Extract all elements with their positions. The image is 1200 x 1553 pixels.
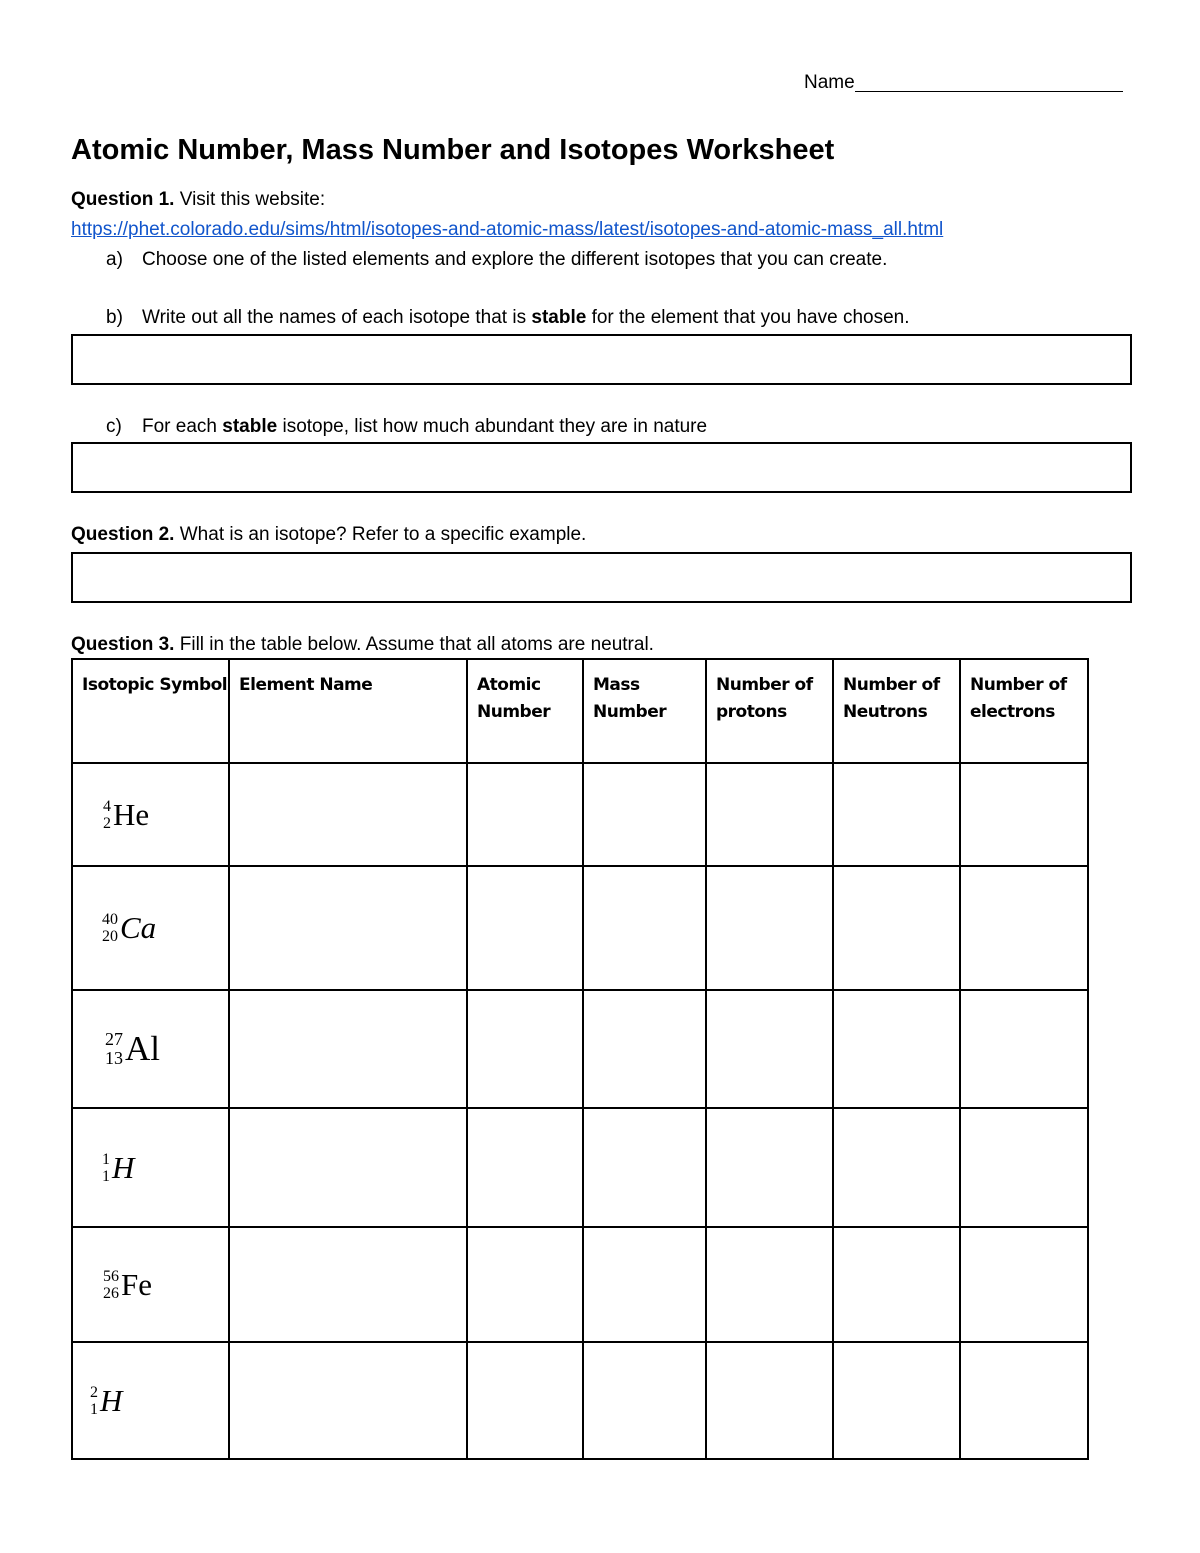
table-header-row (72, 659, 1088, 763)
atomic-number-cell[interactable] (467, 1342, 583, 1459)
atomic-number: 13 (105, 1048, 123, 1068)
table-row (72, 866, 1088, 990)
element-name-cell[interactable] (229, 763, 467, 866)
question-1b-label: b) (106, 307, 123, 328)
protons-cell[interactable] (706, 1227, 833, 1342)
header-element-name: Element Name (229, 659, 467, 763)
atomic-number-cell[interactable] (467, 866, 583, 990)
element-name-cell[interactable] (229, 866, 467, 990)
protons-cell[interactable] (706, 1342, 833, 1459)
mass-number-cell[interactable] (583, 1108, 706, 1227)
question-3-text: Fill in the table below. Assume that all atoms are neutral. (174, 634, 654, 655)
table-row (72, 990, 1088, 1108)
question-1a-text: Choose one of the listed elements and explore the different isotopes that you can create. (142, 249, 888, 270)
name-field[interactable] (804, 72, 1123, 94)
atomic-number: 2 (103, 814, 111, 832)
neutrons-cell[interactable] (833, 1342, 960, 1459)
phet-website-link[interactable]: https://phet.colorado.edu/sims/html/isotopes-and-atomic-mass/latest/isotopes-and-atomic-mass_all.html (71, 219, 944, 240)
isotope-symbol-cell (72, 763, 229, 866)
question-1c (106, 416, 707, 438)
question-1c-text-before: For each (142, 416, 223, 437)
mass-number-cell[interactable] (583, 1342, 706, 1459)
element-symbol: Fe (121, 1266, 152, 1302)
question-3-label: Question 3. (71, 634, 175, 655)
protons-cell[interactable] (706, 990, 833, 1108)
header-number-of-neutrons: Number of Neutrons (833, 659, 960, 763)
mass-number-cell[interactable] (583, 763, 706, 866)
mass-number: 40 (102, 911, 118, 928)
worksheet-title: Atomic Number, Mass Number and Isotopes Worksheet (71, 134, 835, 166)
header-isotopic-symbol: Isotopic Symbol (72, 659, 229, 763)
header-mass-number: Mass Number (583, 659, 706, 763)
mass-number: 2 (90, 1383, 98, 1401)
mass-number: 1 (102, 1150, 110, 1168)
isotope-symbol-cell (72, 1108, 229, 1227)
name-label: Name (804, 72, 855, 93)
electrons-cell[interactable] (960, 763, 1088, 866)
table-row (72, 763, 1088, 866)
element-symbol: Ca (120, 910, 157, 945)
answer-box-1b[interactable] (71, 334, 1132, 385)
header-number-of-protons: Number of protons (706, 659, 833, 763)
question-1b-bold: stable (531, 307, 587, 328)
header-number-of-electrons: Number of electrons (960, 659, 1088, 763)
question-2-text: What is an isotope? Refer to a specific example. (174, 524, 587, 545)
protons-cell[interactable] (706, 1108, 833, 1227)
atomic-number-cell[interactable] (467, 1108, 583, 1227)
isotope-symbol (102, 910, 156, 946)
question-2-label: Question 2. (71, 524, 175, 545)
atomic-number: 26 (103, 1284, 119, 1302)
question-1-label: Question 1. (71, 189, 175, 210)
protons-cell[interactable] (706, 763, 833, 866)
element-symbol: H (112, 1149, 135, 1185)
question-1c-text-after: isotope, list how much abundant they are in nature (277, 416, 708, 437)
name-blank[interactable] (855, 72, 1123, 92)
isotope-symbol-cell (72, 1227, 229, 1342)
element-name-cell[interactable] (229, 990, 467, 1108)
mass-number: 27 (105, 1029, 123, 1049)
atomic-number-cell[interactable] (467, 1227, 583, 1342)
isotope-table (71, 658, 1089, 1460)
mass-number-cell[interactable] (583, 866, 706, 990)
element-name-cell[interactable] (229, 1342, 467, 1459)
isotope-symbol (103, 797, 149, 833)
electrons-cell[interactable] (960, 1108, 1088, 1227)
mass-number: 4 (103, 797, 111, 815)
atomic-number: 1 (90, 1400, 98, 1418)
question-1c-bold: stable (222, 416, 278, 437)
isotope-symbol (90, 1383, 122, 1419)
element-name-cell[interactable] (229, 1108, 467, 1227)
atomic-number-cell[interactable] (467, 990, 583, 1108)
isotope-symbol (105, 1029, 160, 1069)
isotope-symbol (102, 1150, 134, 1186)
mass-number: 56 (103, 1267, 119, 1285)
isotope-symbol-cell (72, 990, 229, 1108)
question-3 (71, 634, 654, 656)
mass-number-cell[interactable] (583, 990, 706, 1108)
question-1a-label: a) (106, 249, 123, 270)
isotope-symbol-cell (72, 1342, 229, 1459)
neutrons-cell[interactable] (833, 763, 960, 866)
isotope-symbol (103, 1267, 152, 1303)
question-1b-text-before: Write out all the names of each isotope that is (142, 307, 532, 328)
electrons-cell[interactable] (960, 1227, 1088, 1342)
mass-number-cell[interactable] (583, 1227, 706, 1342)
element-name-cell[interactable] (229, 1227, 467, 1342)
atomic-number: 1 (102, 1167, 110, 1185)
question-1b-text-after: for the element that you have chosen. (586, 307, 910, 328)
element-symbol: H (100, 1382, 123, 1418)
question-1b (106, 307, 910, 329)
element-symbol: Al (125, 1029, 160, 1068)
electrons-cell[interactable] (960, 866, 1088, 990)
question-2 (71, 524, 586, 546)
header-atomic-number: Atomic Number (467, 659, 583, 763)
isotope-symbol-cell (72, 866, 229, 990)
table-row (72, 1342, 1088, 1459)
element-symbol: He (113, 796, 150, 832)
neutrons-cell[interactable] (833, 990, 960, 1108)
protons-cell[interactable] (706, 866, 833, 990)
question-1a (106, 249, 887, 271)
atomic-number: 20 (102, 928, 118, 945)
neutrons-cell[interactable] (833, 1108, 960, 1227)
question-1-text: Visit this website: (174, 189, 326, 210)
answer-box-1c[interactable] (71, 442, 1132, 493)
question-1c-label: c) (106, 416, 122, 437)
table-row (72, 1108, 1088, 1227)
neutrons-cell[interactable] (833, 1227, 960, 1342)
answer-box-2[interactable] (71, 552, 1132, 603)
neutrons-cell[interactable] (833, 866, 960, 990)
question-1 (71, 189, 325, 211)
atomic-number-cell[interactable] (467, 763, 583, 866)
table-row (72, 1227, 1088, 1342)
electrons-cell[interactable] (960, 990, 1088, 1108)
electrons-cell[interactable] (960, 1342, 1088, 1459)
